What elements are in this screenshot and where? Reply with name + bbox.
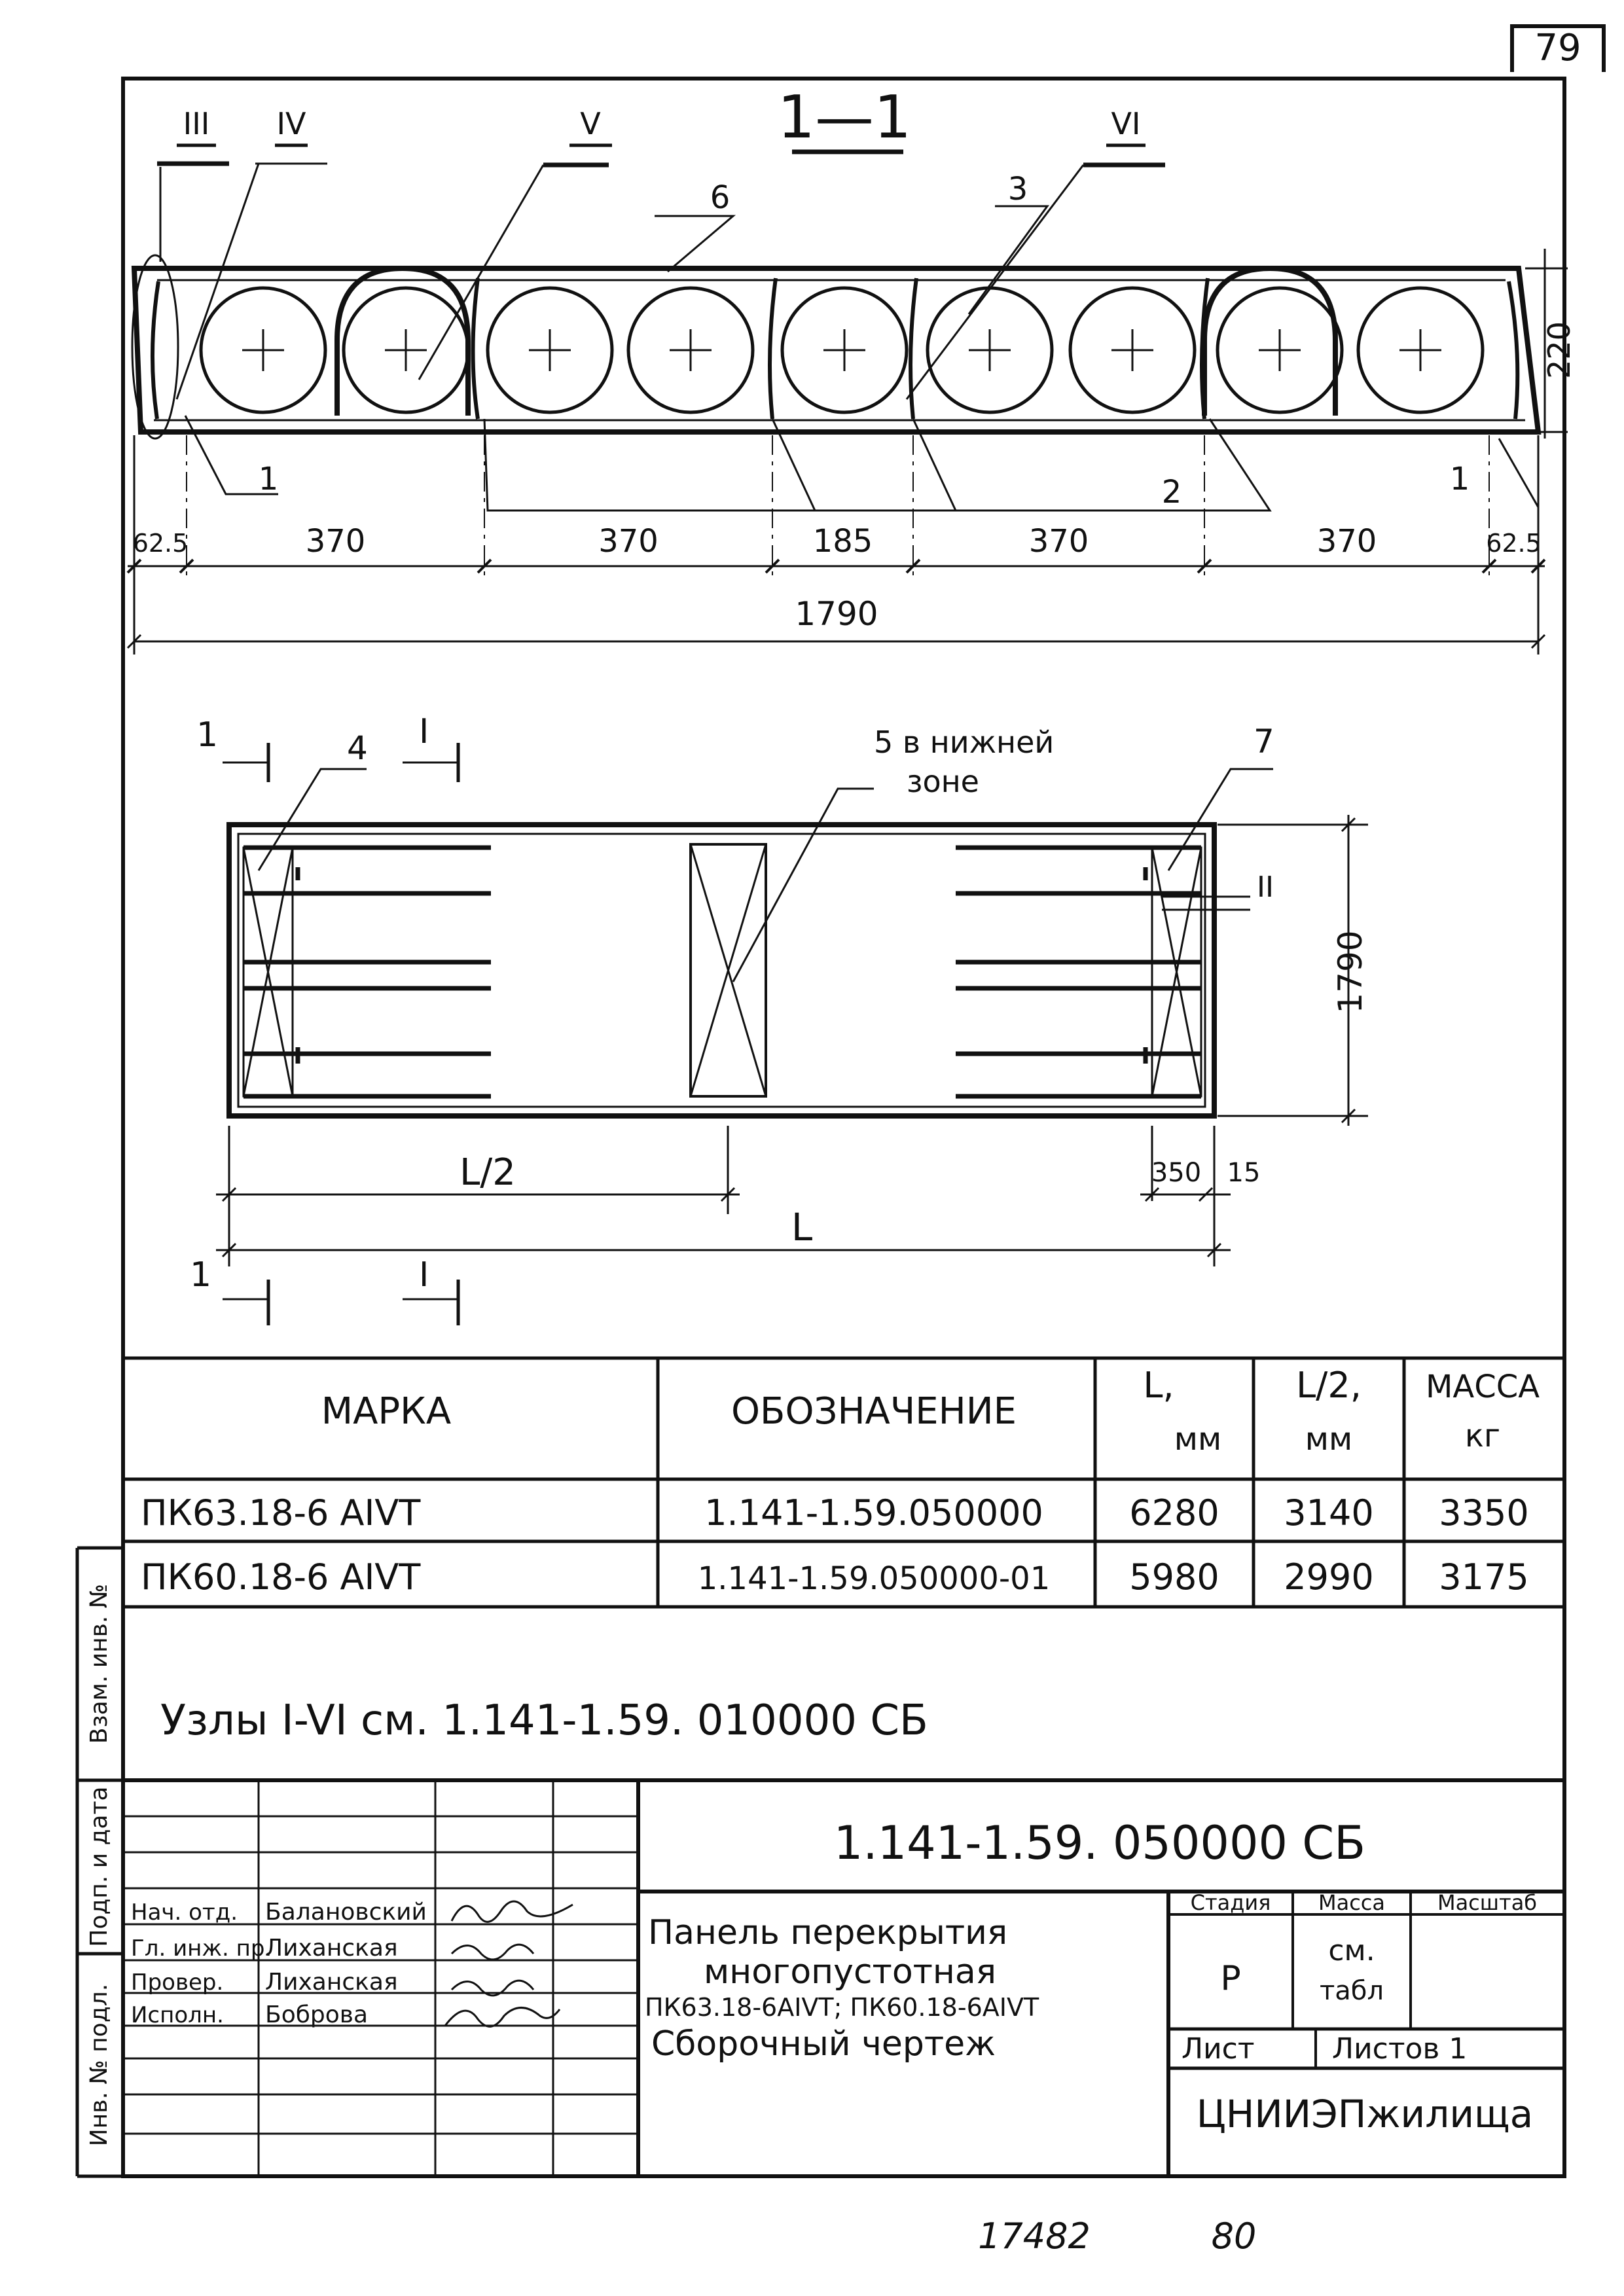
staff-row (131, 1899, 427, 1926)
table-header-mass: МАССА (1425, 1369, 1540, 1405)
callout-5: 5 в нижней (874, 725, 1055, 760)
section-dimension: 370 (598, 523, 659, 560)
hollow-core (1218, 288, 1342, 412)
document-code: 1.141-1.59. 050000 СБ (833, 1816, 1366, 1870)
cut-marks (223, 743, 458, 1325)
table-unit-mass: кг (1464, 1418, 1501, 1454)
table-cell: 3140 (1284, 1492, 1374, 1534)
staff-role: Исполн. (131, 2002, 224, 2028)
table-cell: 3175 (1439, 1556, 1529, 1598)
callout-1-left: 1 (258, 461, 279, 497)
section-dimension-chain (128, 435, 1545, 579)
hollow-core (628, 288, 753, 412)
stage-value: Р (1220, 1959, 1241, 1998)
cut-label-i-top: I (419, 712, 429, 751)
plan-view (190, 712, 1369, 1325)
sheet-label: Лист (1182, 2032, 1255, 2066)
overall-width-1790: 1790 (795, 595, 878, 633)
table-cell: ПК60.18-6 АIVТ (141, 1556, 421, 1598)
footer-number-left: 17482 (978, 2215, 1091, 2257)
footer-number-right: 80 (1211, 2215, 1257, 2257)
node-marker-iii (157, 106, 229, 262)
staff-row (131, 2001, 368, 2028)
hollow-core (782, 288, 907, 412)
callout-6: 6 (710, 179, 731, 216)
plan-bars (244, 848, 1201, 1096)
table-cell: ПК63.18-6 АIVТ (141, 1492, 421, 1534)
table-unit-length: мм (1174, 1421, 1222, 1458)
cut-label-1-top: 1 (196, 715, 219, 755)
mass-label: Масса (1318, 1890, 1386, 1915)
plan-half-length: L/2 (460, 1151, 516, 1194)
table-row (141, 1492, 1529, 1534)
section-dimension: 62.5 (132, 529, 189, 558)
hollow-core (928, 288, 1052, 412)
staff-list (131, 1899, 427, 2028)
table-cell: 5980 (1129, 1556, 1219, 1598)
callout-2: 2 (1161, 474, 1182, 511)
cut-label-i-bottom: I (419, 1255, 429, 1295)
table-header-length: L, (1143, 1365, 1174, 1406)
mass-value-2: табл (1319, 1976, 1384, 2006)
section-dimension: 370 (1028, 523, 1089, 560)
callout-4: 4 (347, 729, 368, 767)
sheets-count: Листов 1 (1332, 2032, 1468, 2066)
plan-outline (229, 825, 1214, 1116)
node-marker-iv (177, 106, 327, 399)
section-view (128, 83, 1577, 655)
section-title: 1—1 (777, 83, 912, 152)
table-header-mark: МАРКА (321, 1390, 452, 1433)
organization-name: ЦНИИЭПжилища (1196, 2092, 1534, 2136)
svg-text:III: III (183, 106, 210, 141)
nodes-reference-note: Узлы I-VI см. 1.141-1.59. 010000 СБ (160, 1696, 928, 1745)
callout-3: 3 (1007, 171, 1028, 207)
node-marker-ii: II (1257, 870, 1274, 904)
plan-length-dimensions (216, 1126, 1231, 1266)
section-dimension: 62.5 (1486, 529, 1542, 558)
plan-end-350: 350 (1151, 1158, 1202, 1188)
drawing-name-line-2: многопустотная (704, 1952, 997, 1992)
stamp-original-inv: Инв. № подл. (86, 1983, 113, 2147)
hollow-core (344, 288, 468, 412)
svg-text:IV: IV (276, 106, 306, 141)
hollow-core (488, 288, 612, 412)
staff-name: Лиханская (265, 1935, 398, 1962)
staff-role: Провер. (131, 1969, 224, 1996)
staff-name: Лиханская (265, 1969, 398, 1996)
mark-table (123, 1358, 1564, 1607)
plan-length: L (791, 1205, 813, 1249)
table-cell: 1.141-1.59.050000-01 (697, 1560, 1051, 1597)
section-dimension: 370 (305, 523, 366, 560)
staff-row (131, 1969, 398, 1996)
mass-value-1: см. (1328, 1934, 1375, 1967)
drawing-name-line-4: Сборочный чертеж (651, 2024, 996, 2064)
drawing-name-line-1: Панель перекрытия (648, 1913, 1008, 1952)
node-marker-vi (907, 106, 1165, 399)
staff-name: Боброва (265, 2001, 369, 2028)
cut-label-1-bottom: 1 (190, 1255, 212, 1295)
table-header-half: L/2, (1296, 1365, 1362, 1406)
hollow-cores (201, 288, 1483, 412)
table-rows (141, 1492, 1529, 1598)
drawing-name-line-3: ПК63.18-6АIVТ; ПК60.18-6АIVТ (645, 1993, 1039, 2022)
table-unit-half: мм (1305, 1421, 1353, 1458)
callout-5-zone: зоне (907, 764, 979, 799)
stamp-signature-date: Подп. и дата (86, 1786, 113, 1947)
plan-end-15: 15 (1227, 1158, 1261, 1188)
scale-label: Масштаб (1437, 1890, 1538, 1915)
table-cell: 3350 (1439, 1492, 1529, 1534)
section-thickness: 220 (1542, 321, 1577, 379)
section-dimension: 185 (812, 523, 873, 560)
section-dimension: 370 (1316, 523, 1377, 560)
table-cell: 6280 (1129, 1492, 1219, 1534)
node-marker-v (419, 106, 612, 380)
stage-label: Стадия (1190, 1890, 1271, 1915)
table-header-designation: ОБОЗНАЧЕНИЕ (731, 1390, 1017, 1433)
staff-role: Гл. инж. пр. (131, 1935, 272, 1962)
page-number: 79 (1534, 27, 1581, 69)
plan-end-frames (244, 844, 1201, 1096)
plan-width-1790: 1790 (1331, 930, 1369, 1014)
callout-1-right: 1 (1449, 461, 1470, 497)
side-stamp (77, 1548, 123, 2176)
hollow-core (1070, 288, 1195, 412)
table-cell: 2990 (1284, 1556, 1374, 1598)
hollow-core (1358, 288, 1483, 412)
table-cell: 1.141-1.59.050000 (704, 1492, 1043, 1534)
staff-role: Нач. отд. (131, 1899, 238, 1926)
hollow-core (201, 288, 325, 412)
table-row (141, 1556, 1529, 1598)
staff-name: Балановский (265, 1899, 427, 1926)
title-block (123, 1780, 1564, 2176)
staff-row (131, 1935, 398, 1962)
svg-text:V: V (580, 106, 601, 141)
svg-text:VI: VI (1111, 106, 1141, 141)
callout-7: 7 (1254, 723, 1274, 761)
stamp-replacement-inv: Взам. инв. № (86, 1583, 113, 1744)
